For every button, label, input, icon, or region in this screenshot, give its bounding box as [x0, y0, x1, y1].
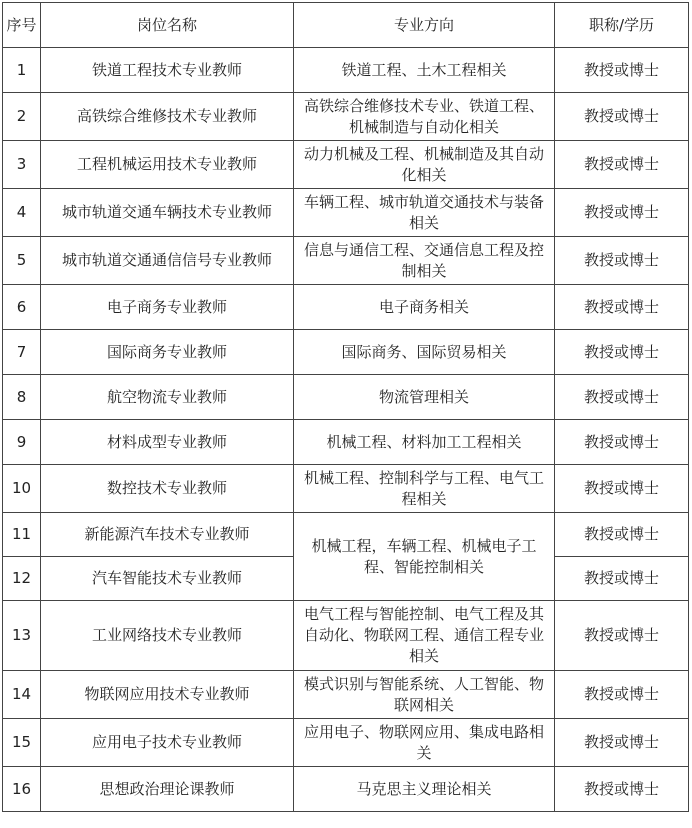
table-row [3, 285, 689, 330]
table-row [3, 513, 689, 557]
row-title: 教授或博士 [555, 375, 689, 420]
row-major: 物流管理相关 [294, 375, 555, 420]
row-index: 4 [3, 189, 41, 237]
header-index: 序号 [3, 3, 41, 48]
row-title: 教授或博士 [555, 420, 689, 465]
row-major: 模式识别与智能系统、人工智能、物联网相关 [294, 671, 555, 719]
row-title: 教授或博士 [555, 285, 689, 330]
row-title: 教授或博士 [555, 719, 689, 767]
row-position: 应用电子技术专业教师 [41, 719, 294, 767]
table-row [3, 465, 689, 513]
row-major: 马克思主义理论相关 [294, 767, 555, 812]
table-row [3, 330, 689, 375]
row-major: 应用电子、物联网应用、集成电路相关 [294, 719, 555, 767]
row-title: 教授或博士 [555, 557, 689, 601]
table-row [3, 601, 689, 671]
row-index: 3 [3, 141, 41, 189]
row-index: 5 [3, 237, 41, 285]
recruitment-table [2, 2, 689, 812]
row-major: 电气工程与智能控制、电气工程及其自动化、物联网工程、通信工程专业相关 [294, 601, 555, 671]
row-position: 城市轨道交通通信信号专业教师 [41, 237, 294, 285]
row-title: 教授或博士 [555, 141, 689, 189]
row-index: 10 [3, 465, 41, 513]
table-row [3, 93, 689, 141]
row-position: 数控技术专业教师 [41, 465, 294, 513]
row-major: 机械工程、材料加工工程相关 [294, 420, 555, 465]
row-position: 高铁综合维修技术专业教师 [41, 93, 294, 141]
row-position: 材料成型专业教师 [41, 420, 294, 465]
row-index: 12 [3, 557, 41, 601]
row-position: 工程机械运用技术专业教师 [41, 141, 294, 189]
row-position: 铁道工程技术专业教师 [41, 48, 294, 93]
row-index: 6 [3, 285, 41, 330]
table-row [3, 719, 689, 767]
row-index: 16 [3, 767, 41, 812]
table-row [3, 237, 689, 285]
row-major: 国际商务、国际贸易相关 [294, 330, 555, 375]
row-major: 铁道工程、土木工程相关 [294, 48, 555, 93]
row-major: 高铁综合维修技术专业、铁道工程、机械制造与自动化相关 [294, 93, 555, 141]
table-row [3, 375, 689, 420]
table-row [3, 420, 689, 465]
row-position: 汽车智能技术专业教师 [41, 557, 294, 601]
row-title: 教授或博士 [555, 189, 689, 237]
row-major: 信息与通信工程、交通信息工程及控制相关 [294, 237, 555, 285]
row-title: 教授或博士 [555, 237, 689, 285]
row-title: 教授或博士 [555, 93, 689, 141]
table-row [3, 767, 689, 812]
row-major: 车辆工程、城市轨道交通技术与装备相关 [294, 189, 555, 237]
row-position: 新能源汽车技术专业教师 [41, 513, 294, 557]
row-title: 教授或博士 [555, 513, 689, 557]
row-index: 14 [3, 671, 41, 719]
row-index: 9 [3, 420, 41, 465]
row-index: 1 [3, 48, 41, 93]
row-position: 航空物流专业教师 [41, 375, 294, 420]
header-major: 专业方向 [294, 3, 555, 48]
table-row [3, 189, 689, 237]
row-major: 电子商务相关 [294, 285, 555, 330]
table-row [3, 141, 689, 189]
row-position: 思想政治理论课教师 [41, 767, 294, 812]
header-title: 职称/学历 [555, 3, 689, 48]
row-title: 教授或博士 [555, 330, 689, 375]
row-position: 国际商务专业教师 [41, 330, 294, 375]
row-position: 物联网应用技术专业教师 [41, 671, 294, 719]
row-major: 机械工程、控制科学与工程、电气工程相关 [294, 465, 555, 513]
row-index: 2 [3, 93, 41, 141]
row-index: 13 [3, 601, 41, 671]
row-index: 15 [3, 719, 41, 767]
row-index: 8 [3, 375, 41, 420]
row-position: 电子商务专业教师 [41, 285, 294, 330]
row-index: 7 [3, 330, 41, 375]
table-row [3, 671, 689, 719]
row-position: 城市轨道交通车辆技术专业教师 [41, 189, 294, 237]
table-row [3, 48, 689, 93]
row-index: 11 [3, 513, 41, 557]
header-position: 岗位名称 [41, 3, 294, 48]
header-row [3, 3, 689, 48]
row-major: 动力机械及工程、机械制造及其自动化相关 [294, 141, 555, 189]
row-position: 工业网络技术专业教师 [41, 601, 294, 671]
row-title: 教授或博士 [555, 48, 689, 93]
row-title: 教授或博士 [555, 601, 689, 671]
row-major-merged: 机械工程，车辆工程、机械电子工程、智能控制相关 [294, 513, 555, 601]
row-title: 教授或博士 [555, 767, 689, 812]
row-title: 教授或博士 [555, 671, 689, 719]
row-title: 教授或博士 [555, 465, 689, 513]
